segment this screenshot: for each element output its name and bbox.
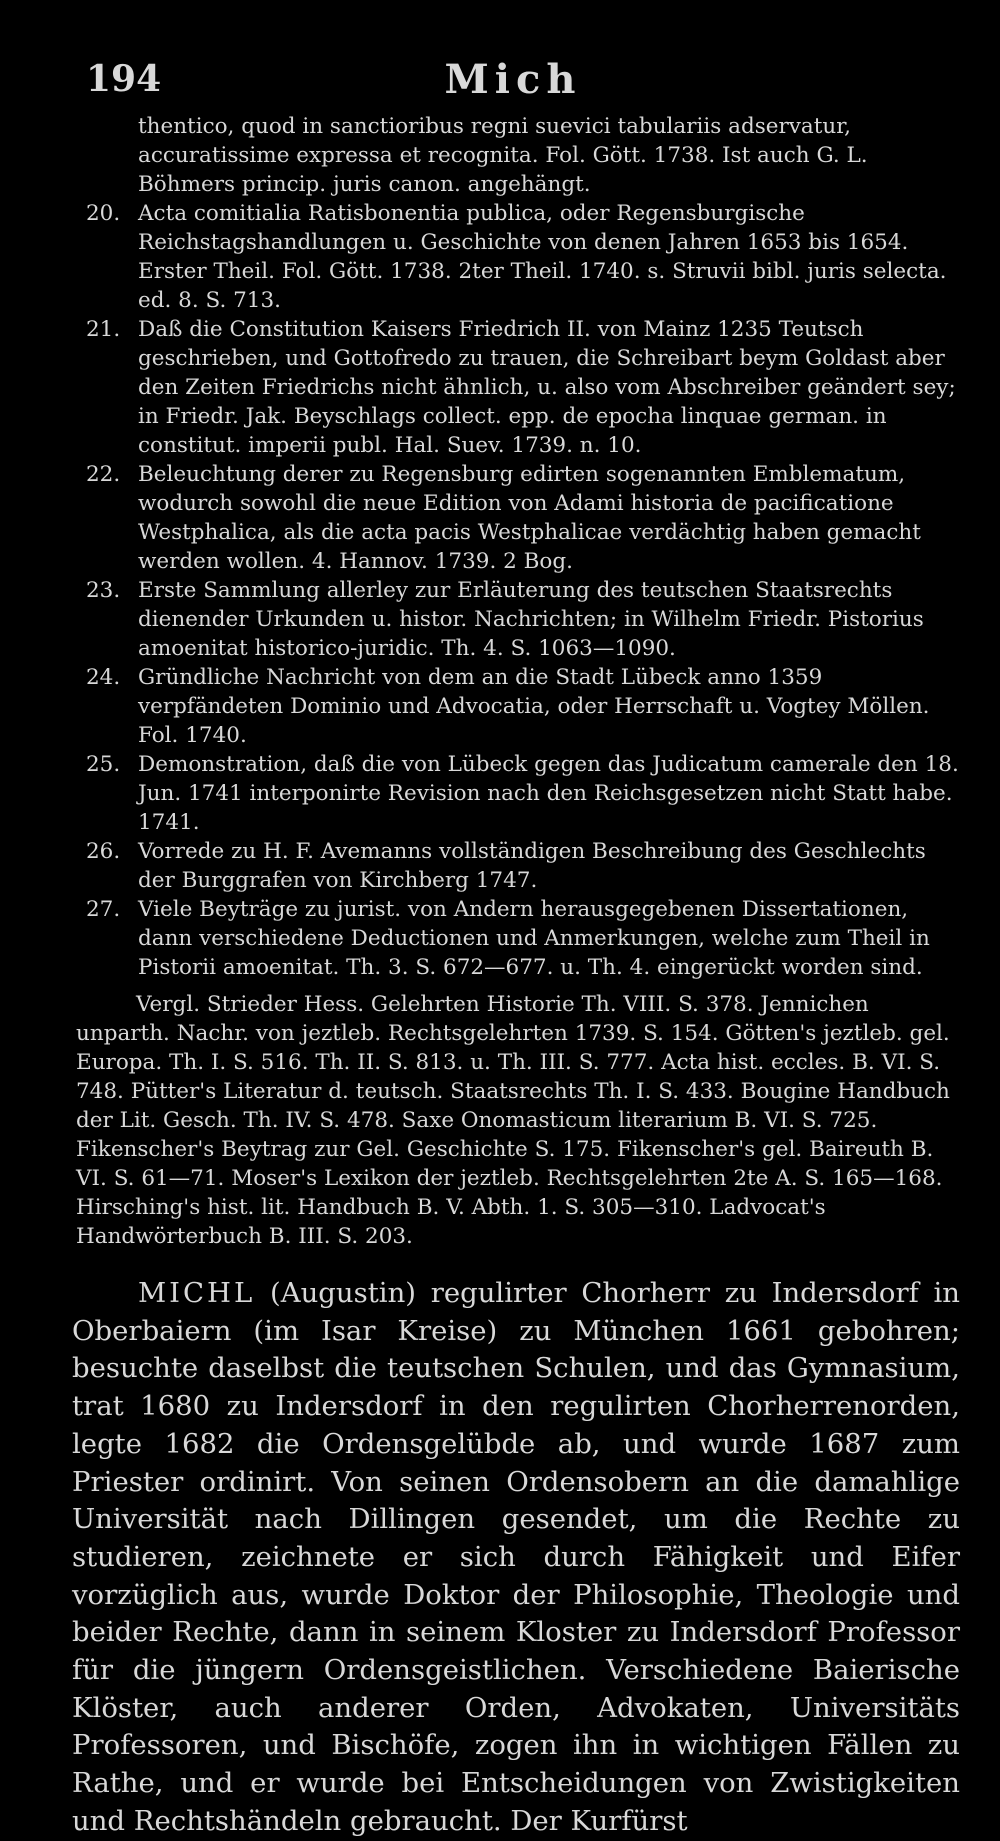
list-item: [86, 576, 960, 663]
list-item: [86, 750, 960, 837]
list-item: [86, 199, 960, 315]
entry-number: 21.: [86, 317, 121, 342]
entry-text: Daß die Constitution Kaisers Friedrich II. von Mainz 1235 Teutsch geschrieben, und Gottofredo zu trauen, die Schreibart beym Goldast aber den Zeiten Friedrichs nicht ähnlich, u. also vom Abschreiber geändert sey; in Friedr. Jak. Beyschlags collect. epp. de epocha linquae german. in constitut. imperii publ. Hal. Suev. 1739. n. 10.: [138, 317, 956, 458]
biography-name: MICHL: [138, 1277, 256, 1309]
running-title: Mich: [444, 56, 582, 103]
entry-number: 20.: [86, 201, 121, 226]
bibliography-list: [86, 112, 960, 982]
biography-paragraph: [72, 1275, 960, 1841]
entry-continuation: [86, 112, 960, 199]
list-item: [86, 837, 960, 895]
biography-text: (Augustin) regulirter Chorherr zu Indersdorf in Oberbaiern (im Isar Kreise) zu München 1661 gebohren; besuchte daselbst die teutschen Schulen, und das Gymnasium, trat 1680 zu Indersdorf in den regulirten Chorherrenorden, legte 1682 die Ordensgelübde ab, und wurde 1687 zum Priester ordinirt. Von seinen Ordensobern an die damahlige Universität nach Dillingen gesendet, um die Rechte zu studieren, zeichnete er sich durch Fähigkeit und Eifer vorzüglich aus, wurde Doktor der Philosophie, Theologie und beider Rechte, dann in seinem Kloster zu Indersdorf Professor für die jüngern Ordensgeistlichen. Verschiedene Baierische Klöster, auch anderer Orden, Advokaten, Universitäts Professoren, und Bischöfe, zogen ihn in wichtigen Fällen zu Rathe, und er wurde bei Entscheidungen von Zwistigkeiten und Rechtshändeln gebraucht. Der Kurfürst: [72, 1277, 960, 1837]
list-item: [86, 895, 960, 982]
entry-text: Erste Sammlung allerley zur Erläuterung des teutschen Staatsrechts dienender Urkunden u. histor. Nachrichten; in Wilhelm Friedr. Pistorius amoenitat historico-juridic. Th. 4. S. 1063—1090.: [138, 578, 924, 661]
entry-number: 24.: [86, 665, 121, 690]
entry-text: Acta comitialia Ratisbonentia publica, oder Regensburgische Reichstagshandlungen u. Geschichte von denen Jahren 1653 bis 1654. Erster Theil. Fol. Gött. 1738. 2ter Theil. 1740. s. Struvii bibl. juris selecta. ed. 8. S. 713.: [138, 201, 947, 313]
entry-text: Viele Beyträge zu jurist. von Andern herausgegebenen Dissertationen, dann verschiedene Deductionen und Anmerkungen, welche zum Theil in Pistorii amoenitat. Th. 3. S. 672—677. u. Th. 4. eingerückt worden sind.: [138, 897, 930, 980]
entry-number: 22.: [86, 462, 121, 487]
list-item: [86, 315, 960, 460]
entry-number: 23.: [86, 578, 121, 603]
entry-text: Demonstration, daß die von Lübeck gegen das Judicatum camerale den 18. Jun. 1741 interponirte Revision nach den Reichsgesetzen nicht Statt habe. 1741.: [138, 752, 959, 835]
entry-continuation-text: thentico, quod in sanctioribus regni suevici tabulariis adservatur, accuratissime expressa et recognita. Fol. Gött. 1738. Ist auch G. L. Böhmers princip. juris canon. angehängt.: [138, 114, 868, 197]
list-item: [86, 460, 960, 576]
page-number: 194: [86, 58, 162, 100]
page-header: [86, 58, 940, 108]
entry-text: Vorrede zu H. F. Avemanns vollständigen Beschreibung des Geschlechts der Burggrafen von Kirchberg 1747.: [138, 839, 926, 893]
entry-number: 25.: [86, 752, 121, 777]
entry-text: Beleuchtung derer zu Regensburg edirten sogenannten Emblematum, wodurch sowohl die neue Edition von Adami historia de pacificatione Westphalica, als die acta pacis Westphalicae verdächtig haben gemacht werden wollen. 4. Hannov. 1739. 2 Bog.: [138, 462, 921, 574]
list-item: [86, 663, 960, 750]
entry-text: Gründliche Nachricht von dem an die Stadt Lübeck anno 1359 verpfändeten Dominio und Advocatia, oder Herrschaft u. Vogtey Möllen. Fol. 1740.: [138, 665, 930, 748]
references-paragraph: Vergl. Strieder Hess. Gelehrten Historie Th. VIII. S. 378. Jennichen unparth. Nachr. von jeztleb. Rechtsgelehrten 1739. S. 154. Götten's jeztleb. gel. Europa. Th. I. S. 516. Th. II. S. 813. u. Th. III. S. 777. Acta hist. eccles. B. VI. S. 748. Pütter's Literatur d. teutsch. Staatsrechts Th. I. S. 433. Bougine Handbuch der Lit. Gesch. Th. IV. S. 478. Saxe Onomasticum literarium B. VI. S. 725. Fikenscher's Beytrag zur Gel. Geschichte S. 175. Fikenscher's gel. Baireuth B. VI. S. 61—71. Moser's Lexikon der jeztleb. Rechtsgelehrten 2te A. S. 165—168. Hirsching's hist. lit. Handbuch B. V. Abth. 1. S. 305—310. Ladvocat's Handwörterbuch B. III. S. 203.: [76, 992, 950, 1249]
entry-number: 26.: [86, 839, 121, 864]
entry-number: 27.: [86, 897, 121, 922]
